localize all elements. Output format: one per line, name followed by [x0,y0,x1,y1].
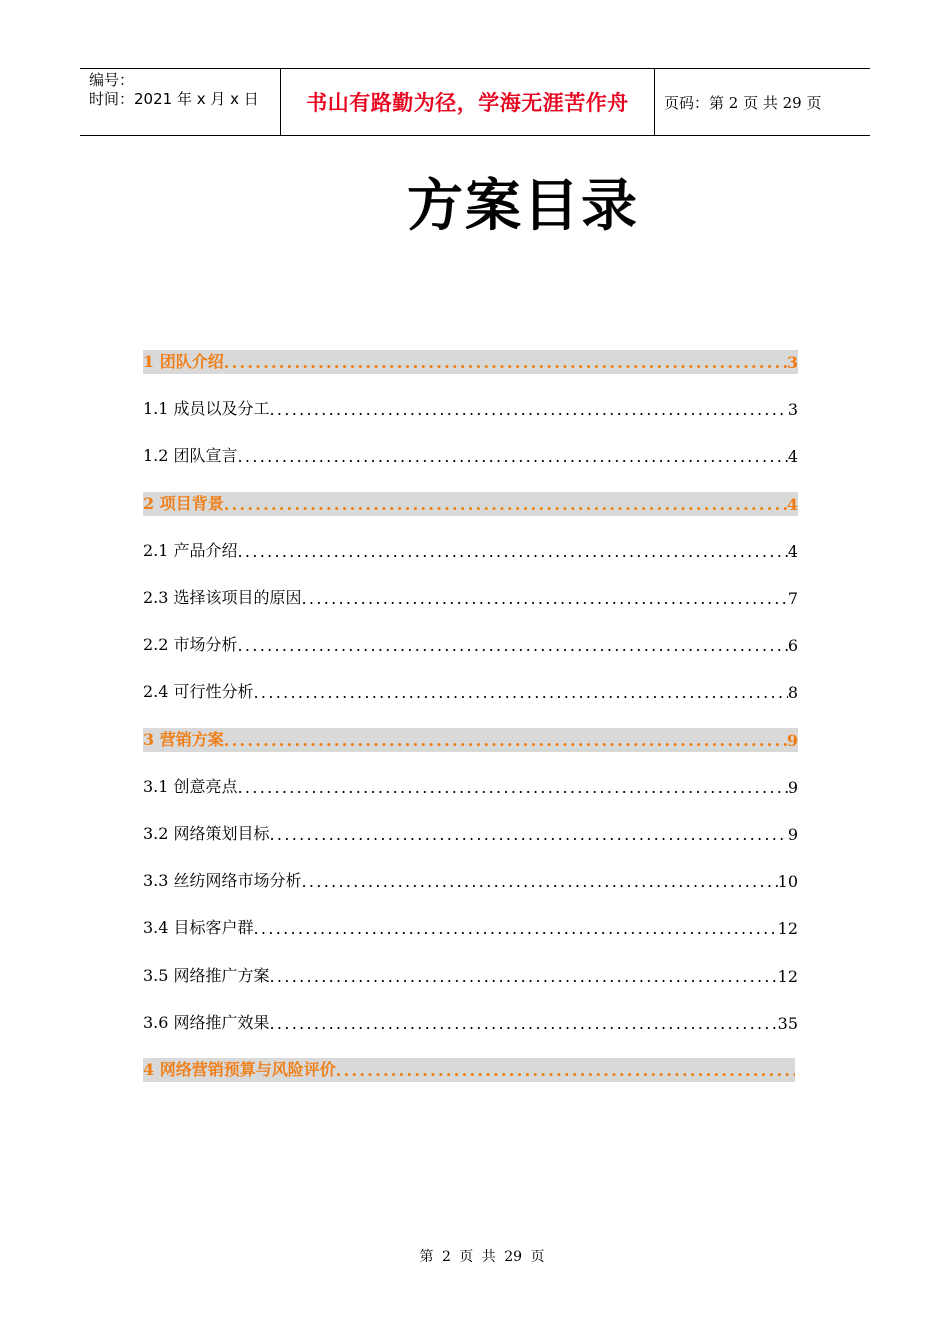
page-footer: 第 2 页 共 29 页 [419,1249,545,1265]
toc-entry-page: 9 [787,777,798,797]
toc-leader-dots [336,1061,795,1082]
toc-leader-dots [224,731,787,752]
toc-entry-page: 4 [786,494,798,514]
toc-section-entry[interactable] [143,964,798,988]
toc-entry-page: 4 [787,541,798,561]
toc-entry-label: 2.2 市场分析 [143,635,238,655]
toc-chapter-entry[interactable] [143,1058,795,1082]
toc-chapter-entry[interactable] [143,492,798,516]
toc-section-entry[interactable] [143,1011,798,1035]
header-meta [80,69,281,135]
toc-chapter-entry[interactable] [143,350,798,374]
page-title: 方案目录 [407,173,639,239]
toc-section-entry[interactable] [143,869,798,893]
toc-entry-page: 7 [787,589,798,608]
header-page-info: 页码：第 2 页 共 29 页 [664,93,822,112]
toc-entry-page: 9 [787,825,798,844]
toc-leader-dots [224,495,787,516]
toc-leader-dots [254,683,788,704]
toc-entry-label: 3.1 创意亮点 [143,776,238,796]
toc-entry-label: 2.1 产品介绍 [143,540,238,560]
toc-entry-label: 3.3 丝纺网络市场分析 [143,871,302,891]
toc-section-entry[interactable] [143,916,798,940]
toc-entry-page: 9 [786,730,798,750]
toc-leader-dots [238,636,788,657]
toc-section-entry[interactable] [143,444,798,468]
toc-entry-label: 2.4 可行性分析 [143,682,254,702]
toc-entry-label: 2.3 选择该项目的原因 [143,588,302,607]
toc-leader-dots [270,400,788,421]
toc-entry-label: 1 团队介绍 [143,352,224,371]
toc-leader-dots [254,919,778,940]
toc-leader-dots [224,353,787,374]
toc-leader-dots [302,872,778,893]
page-header [80,68,870,136]
toc-leader-dots [302,589,788,610]
toc-leader-dots [238,542,788,563]
toc-leader-dots [238,447,788,468]
toc-entry-page: 3 [786,353,798,372]
toc-entry-label: 3.4 目标客户群 [143,918,254,938]
toc-entry-label: 3 营销方案 [143,729,224,749]
toc-entry-label: 3.6 网络推广效果 [143,1012,270,1032]
toc-leader-dots [270,825,788,846]
toc-leader-dots [238,778,788,799]
toc-entry-page: 3 [787,400,798,420]
toc-entry-page: 35 [777,1013,798,1033]
toc-entry-label: 4 网络营销预算与风险评价 [143,1060,336,1079]
document-number: 编号： [89,71,135,89]
toc-chapter-entry[interactable] [143,728,798,752]
toc-section-entry[interactable] [143,775,798,799]
toc-entry-page: 12 [777,919,798,939]
toc-entry-page: 4 [787,447,798,467]
toc-entry-label: 1.1 成员以及分工 [143,399,270,419]
toc-section-entry[interactable] [143,680,798,704]
toc-section-entry[interactable] [143,633,798,657]
header-motto: 书山有路勤为径，学海无涯苦作舟 [281,69,655,135]
toc-entry-label: 1.2 团队宣言 [143,446,238,466]
toc-entry-page: 6 [787,636,798,656]
toc-section-entry[interactable] [143,586,798,610]
toc-entry-label: 3.2 网络策划目标 [143,824,270,843]
toc-entry-label: 3.5 网络推广方案 [143,965,270,985]
toc-entry-page: 10 [777,872,798,892]
toc-entry-label: 2 项目背景 [143,493,224,513]
toc-entry-page: 12 [777,966,798,986]
toc-leader-dots [270,967,778,988]
toc-entry-page: 8 [787,683,798,703]
toc-section-entry[interactable] [143,539,798,563]
document-date: 时间：2021 年 x 月 x 日 [89,90,259,108]
toc-section-entry[interactable] [143,397,798,421]
toc-section-entry[interactable] [143,822,798,846]
toc-leader-dots [270,1014,778,1035]
